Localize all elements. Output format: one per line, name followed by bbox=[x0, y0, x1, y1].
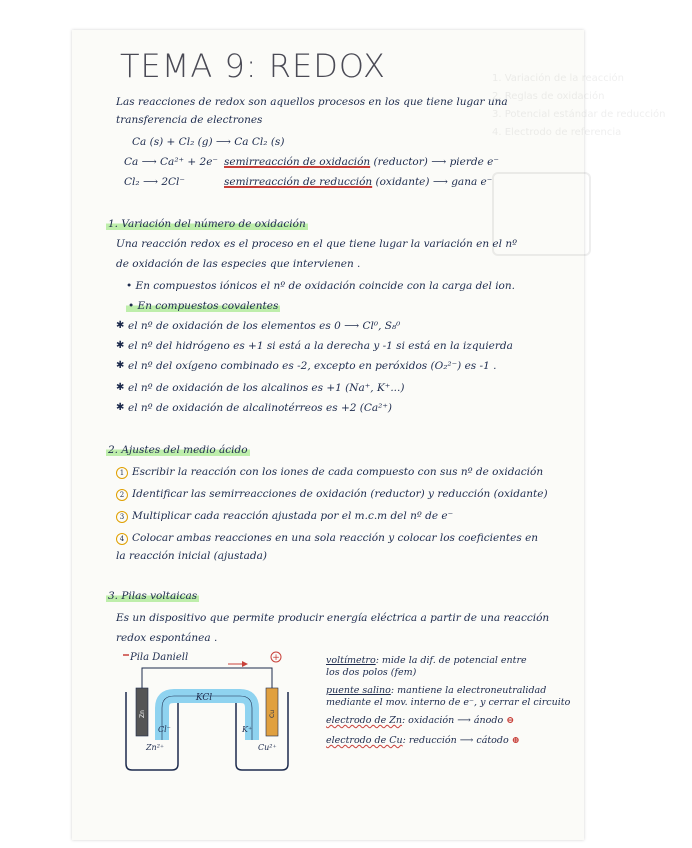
rule-2: el nº del hidrógeno es +1 si está a la derecha y -1 si está en la izquierda bbox=[128, 340, 513, 352]
section-1-heading-text: 1. Variación del número de oxidación bbox=[108, 218, 306, 230]
reduction-note: (oxidante) ⟶ gana e⁻ bbox=[375, 176, 493, 188]
cu-term: electrodo de Cu bbox=[326, 735, 403, 746]
bleed-line: 3. Potencial estándar de reducción bbox=[492, 109, 666, 120]
voltimetro-text: : mide la dif. de potencial entre bbox=[375, 655, 527, 666]
asterisk-icon: ✱ bbox=[116, 320, 125, 331]
page-title: TEMA 9: REDOX bbox=[120, 47, 386, 85]
zn-text: : oxidación ⟶ ánodo bbox=[401, 715, 504, 726]
step-4-continued: la reacción inicial (ajustada) bbox=[116, 550, 267, 562]
section-3-line-1: Es un dispositivo que permite producir energía eléctrica a partir de una reacción bbox=[116, 612, 550, 624]
section-1-line-2: de oxidación de las especies que intervienen . bbox=[116, 258, 361, 270]
oxidation-equation: Ca ⟶ Ca²⁺ + 2e⁻ bbox=[124, 156, 218, 168]
section-1-heading bbox=[106, 218, 308, 230]
oxidation-note: (reductor) ⟶ pierde e⁻ bbox=[373, 156, 499, 168]
rule-3: el nº del oxígeno combinado es -2, excepto en peróxidos (O₂²⁻) es -1 . bbox=[128, 360, 497, 372]
section-2-heading-text: 2. Ajustes del medio ácido bbox=[108, 444, 248, 456]
puente-definition bbox=[326, 686, 546, 697]
step-4-text: Colocar ambas reacciones en una sola reacción y colocar los coeficientes en bbox=[132, 532, 539, 544]
rule-1: el nº de oxidación de los elementos es 0 ⟶ Cl⁰, S₈⁰ bbox=[128, 320, 401, 332]
rule-4: el nº de oxidación de los alcalinos es +1 (Na⁺, K⁺...) bbox=[128, 382, 405, 394]
step-number: 1 bbox=[116, 467, 128, 479]
zn-electrode-definition bbox=[326, 716, 514, 727]
step-1 bbox=[116, 466, 543, 479]
cation-label: K⁺ bbox=[242, 725, 253, 734]
intro-line-1-text: Las reacciones de redox son aquellos procesos en los que tiene lugar una bbox=[116, 96, 508, 108]
asterisk-icon: ✱ bbox=[116, 340, 125, 351]
plus-sign: + bbox=[272, 653, 280, 663]
oxidation-label-text: semirreacción de oxidación bbox=[224, 156, 371, 168]
asterisk-icon: ✱ bbox=[116, 402, 125, 413]
puente-term: puente salino bbox=[326, 685, 391, 696]
reduction-label-text: semirreacción de reducción bbox=[224, 176, 373, 188]
voltimetro-definition-2: los dos polos (fem) bbox=[326, 667, 417, 678]
external-wire bbox=[142, 668, 272, 688]
step-4 bbox=[116, 532, 538, 545]
covalent-bullet-text: • En compuestos covalentes bbox=[128, 300, 279, 312]
asterisk-icon: ✱ bbox=[116, 382, 125, 393]
bleed-line: 2. Reglas de oxidación bbox=[492, 91, 605, 102]
step-3-text: Multiplicar cada reacción ajustada por el m.c.m del nº de e⁻ bbox=[132, 510, 454, 522]
zn-term: electrodo de Zn bbox=[326, 715, 402, 726]
ionic-bullet: • En compuestos iónicos el nº de oxidación coincide con la carga del ion. bbox=[126, 280, 515, 292]
covalent-bullet bbox=[126, 300, 280, 312]
section-2-heading bbox=[106, 444, 250, 456]
step-3 bbox=[116, 510, 453, 523]
bleed-through-text bbox=[492, 70, 692, 430]
reduction-label bbox=[224, 176, 492, 188]
bleed-line: 1. Variación de la reacción bbox=[492, 73, 625, 84]
cu-text: : reducción ⟶ cátodo bbox=[402, 735, 509, 746]
cu-electrode-definition bbox=[326, 736, 520, 747]
salt-bridge-label: KCl bbox=[195, 693, 213, 703]
intro-line-1 bbox=[116, 96, 508, 108]
section-3-heading bbox=[106, 590, 199, 602]
step-number: 2 bbox=[116, 489, 128, 501]
step-number: 3 bbox=[116, 511, 128, 523]
anion-label: Cl⁻ bbox=[158, 725, 171, 734]
arrow-head-icon bbox=[242, 661, 248, 667]
section-1-line-1: Una reacción redox es el proceso en el que tiene lugar la variación en el nº bbox=[116, 238, 518, 250]
rule-5: el nº de oxidación de alcalinotérreos es +2 (Ca²⁺) bbox=[128, 402, 393, 414]
copper-label: Cu bbox=[269, 710, 276, 718]
section-3-line-2: redox espontánea . bbox=[116, 632, 218, 644]
step-number: 4 bbox=[116, 533, 128, 545]
step-2-text: Identificar las semirreacciones de oxidación (reductor) y reducción (oxidante) bbox=[132, 488, 548, 500]
example-reaction: Ca (s) + Cl₂ (g) ⟶ Ca Cl₂ (s) bbox=[132, 136, 285, 148]
copper-ion-label: Cu²⁺ bbox=[258, 743, 277, 752]
oxidation-label bbox=[224, 156, 499, 168]
daniell-cell-diagram bbox=[118, 648, 298, 776]
notebook-page bbox=[72, 30, 666, 840]
puente-text: : mantiene la electroneutralidad bbox=[390, 685, 547, 696]
plus-circle-icon: ⊕ bbox=[511, 735, 520, 746]
puente-definition-2: mediante el mov. interno de e⁻, y cerrar el circuito bbox=[326, 697, 571, 708]
zinc-ion-label: Zn²⁺ bbox=[146, 743, 165, 752]
voltimetro-definition bbox=[326, 656, 527, 667]
reduction-equation: Cl₂ ⟶ 2Cl⁻ bbox=[124, 176, 185, 188]
step-1-text: Escribir la reacción con los iones de cada compuesto con sus nº de oxidación bbox=[132, 466, 544, 478]
bleed-line: 4. Electrodo de referencia bbox=[492, 127, 622, 138]
section-3-heading-text: 3. Pilas voltaicas bbox=[108, 590, 198, 602]
asterisk-icon: ✱ bbox=[116, 360, 125, 371]
minus-circle-icon: ⊖ bbox=[506, 715, 515, 726]
pila-daniell-label: Pila Daniell bbox=[130, 652, 189, 663]
step-2 bbox=[116, 488, 548, 501]
intro-line-2: transferencia de electrones bbox=[116, 114, 263, 126]
voltimetro-term: voltímetro bbox=[326, 655, 376, 666]
zinc-label: Zn bbox=[139, 710, 146, 718]
